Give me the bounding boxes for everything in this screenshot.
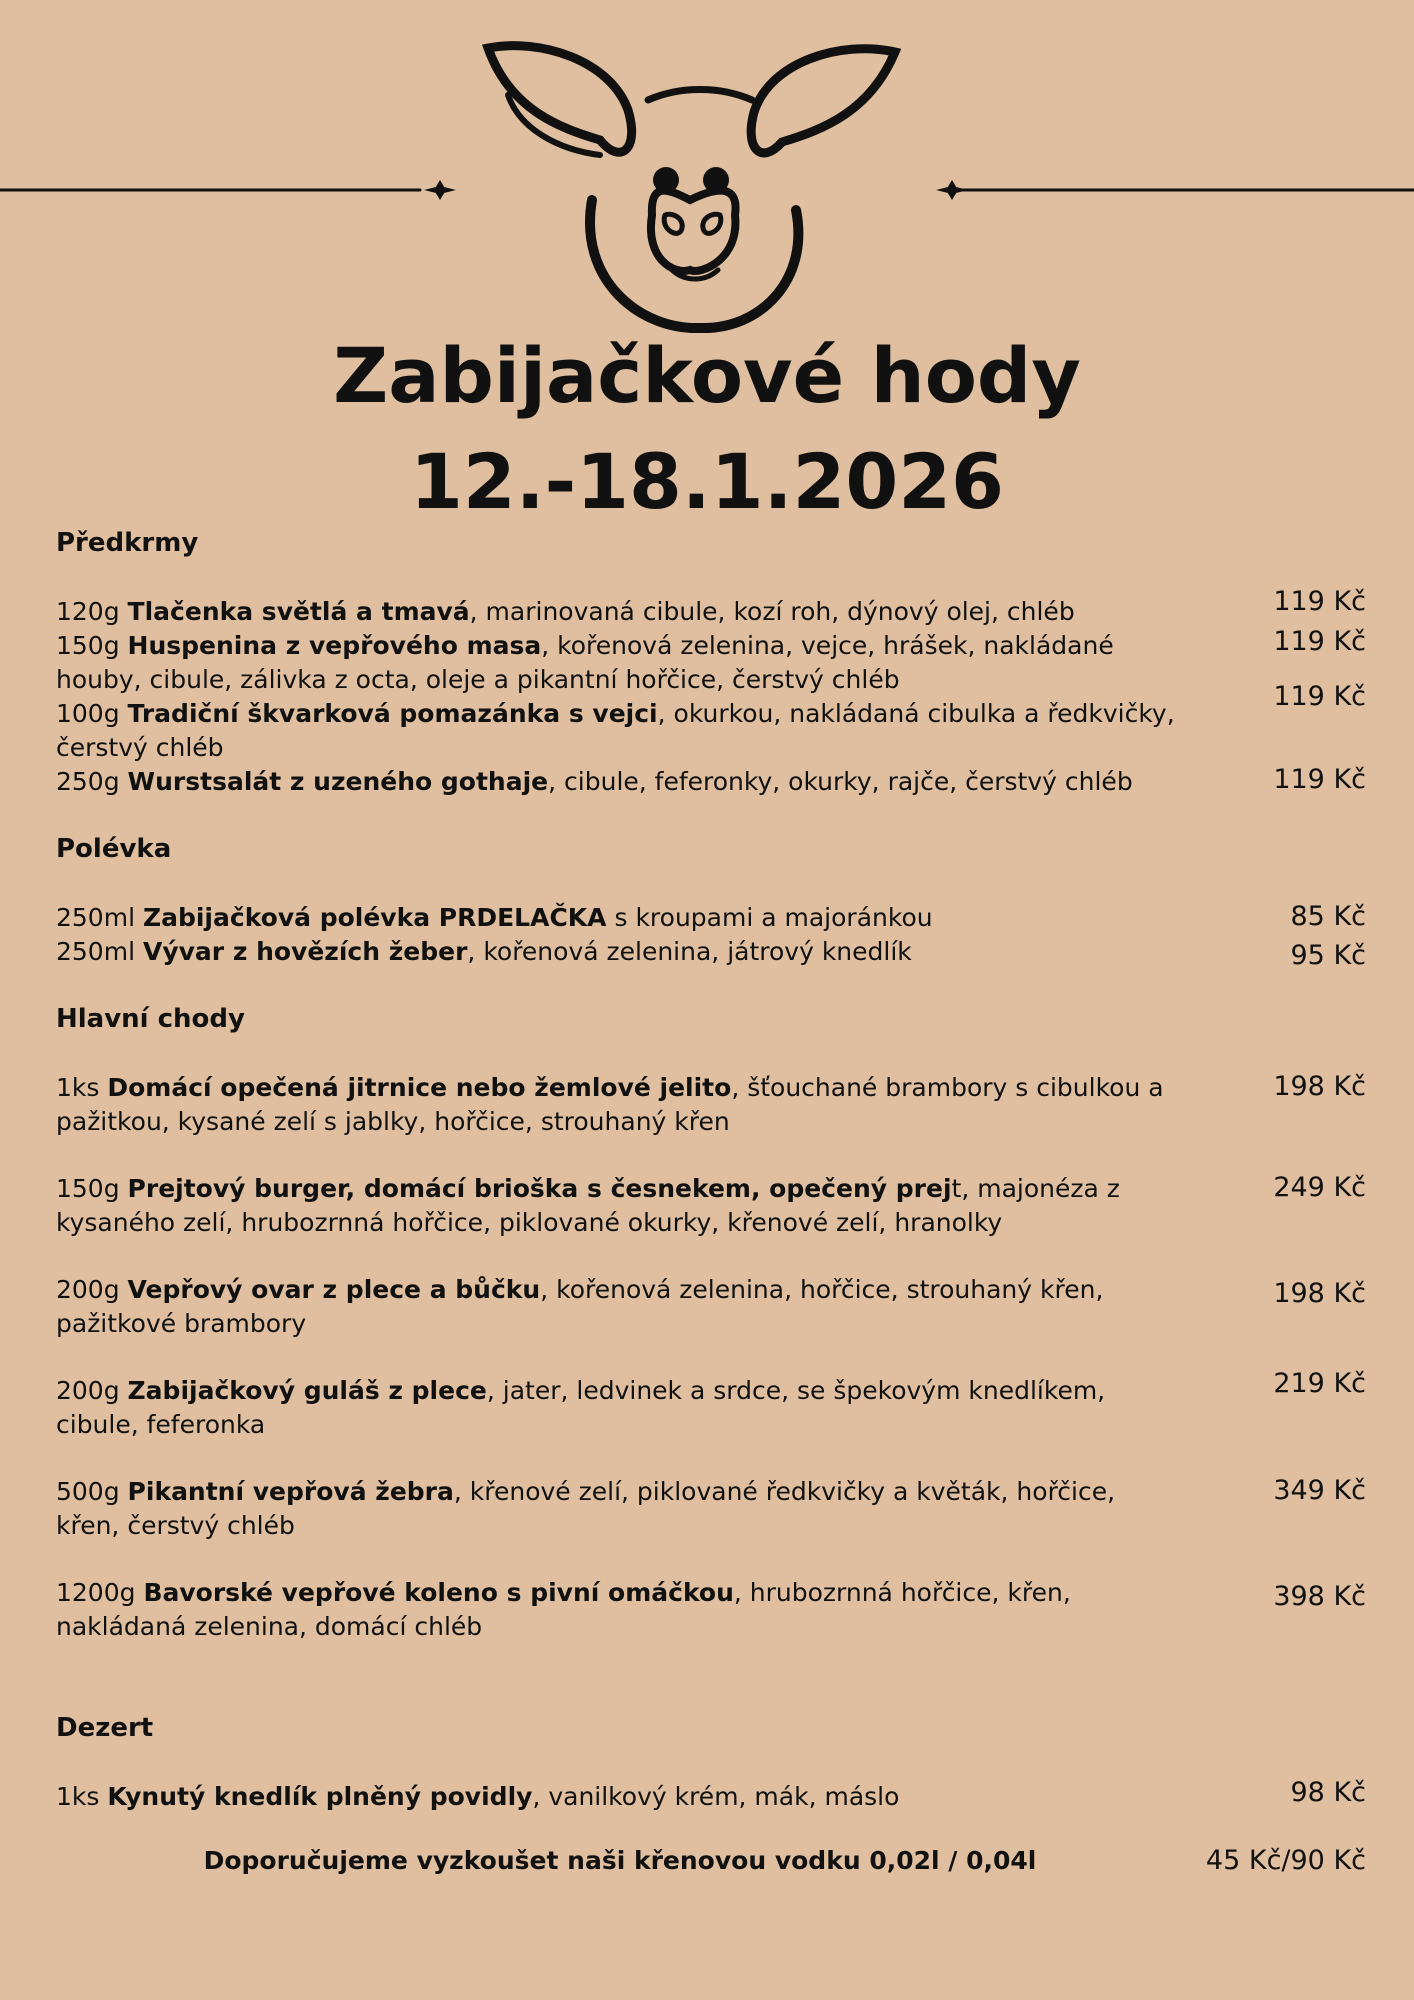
item-price: 198 Kč: [1273, 1071, 1366, 1102]
menu-item: 1ks Domácí opečená jitrnice nebo žemlové jelito, šťouchané brambory s cibulkou a pažitkou, kysané zelí s jablky, hořčice, strouhaný křen: [56, 1073, 1164, 1136]
item-price: 119 Kč: [1273, 681, 1366, 712]
menu-item: 1ks Kynutý knedlík plněný povidly, vanilkový krém, mák, máslo: [56, 1782, 900, 1811]
event-dates: 12.-18.1.2026: [409, 437, 1005, 526]
item-price: 85 Kč: [1290, 901, 1366, 932]
recommendation-price: 45 Kč/90 Kč: [1205, 1845, 1366, 1876]
section-heading-dezert: Dezert: [56, 1713, 154, 1743]
menu-item: 250ml Vývar z hovězích žeber, kořenová zelenina, játrový knedlík: [56, 937, 912, 966]
menu-item: 250ml Zabijačková polévka PRDELAČKA s kroupami a majoránkou: [56, 903, 933, 932]
menu-item: 200g Zabijačkový guláš z plece, jater, ledvinek a srdce, se špekovým knedlíkem, cibule, feferonka: [56, 1376, 1106, 1439]
menu-item: 200g Vepřový ovar z plece a bůčku, kořenová zelenina, hořčice, strouhaný křen, pažitkové brambory: [56, 1275, 1104, 1338]
section-heading-polevka: Polévka: [56, 834, 172, 864]
section-heading-hlavni-chody: Hlavní chody: [56, 1004, 245, 1034]
page-title: Zabijačkové hody: [333, 331, 1081, 420]
recommendation-note: Doporučujeme vyzkoušet naši křenovou vodku 0,02l / 0,04l: [203, 1846, 1037, 1875]
pig-face-icon: [0, 0, 1414, 340]
item-price: 119 Kč: [1273, 626, 1366, 657]
menu-item: 150g Prejtový burger, domácí brioška s česnekem, opečený prejt, majonéza z kysaného zelí, hrubozrnná hořčice, piklované okurky, křenové zelí, hranolky: [56, 1174, 1120, 1237]
menu-item: 250g Wurstsalát z uzeného gothaje, cibule, feferonky, okurky, rajče, čerstvý chléb: [56, 767, 1133, 796]
menu-item: 1200g Bavorské vepřové koleno s pivní omáčkou, hrubozrnná hořčice, křen, nakládaná zelenina, domácí chléb: [56, 1578, 1071, 1641]
item-price: 219 Kč: [1273, 1368, 1366, 1399]
item-price: 249 Kč: [1273, 1172, 1366, 1203]
section-heading-predkrmy: Předkrmy: [56, 528, 199, 558]
item-price: 349 Kč: [1273, 1475, 1366, 1506]
menu-item: 150g Huspenina z vepřového masa, kořenová zelenina, vejce, hrášek, nakládané houby, cibule, zálivka z octa, oleje a pikantní hořčice, čerstvý chléb: [56, 631, 1114, 694]
item-price: 198 Kč: [1273, 1278, 1366, 1309]
menu-item: 500g Pikantní vepřová žebra, křenové zelí, piklované ředkvičky a květák, hořčice, křen, čerstvý chléb: [56, 1477, 1116, 1540]
item-price: 98 Kč: [1290, 1777, 1366, 1808]
item-price: 398 Kč: [1273, 1581, 1366, 1612]
item-price: 119 Kč: [1273, 764, 1366, 795]
menu-item: 100g Tradiční škvarková pomazánka s vejci, okurkou, nakládaná cibulka a ředkvičky, čerstvý chléb: [56, 699, 1175, 762]
item-price: 119 Kč: [1273, 586, 1366, 617]
item-price: 95 Kč: [1290, 940, 1366, 971]
menu-item: 120g Tlačenka světlá a tmavá, marinovaná cibule, kozí roh, dýnový olej, chléb: [56, 597, 1075, 626]
